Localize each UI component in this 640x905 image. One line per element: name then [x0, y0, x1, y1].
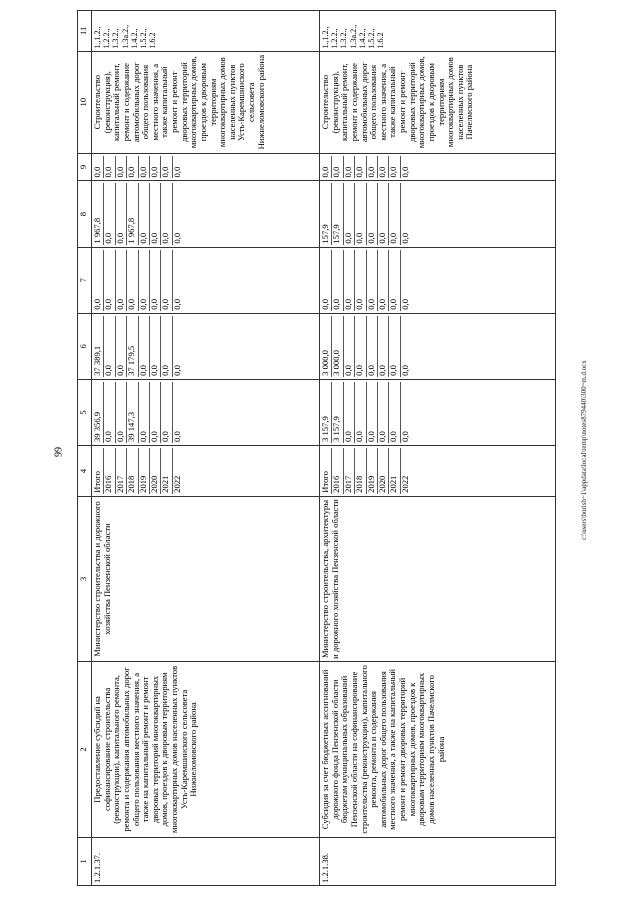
value-cell: 0,0	[150, 382, 161, 443]
value-cell: 0,0	[139, 382, 150, 443]
value-cell: 0,0	[150, 183, 161, 244]
col-header-10: 10	[78, 51, 92, 153]
value-cell: 0,0	[399, 431, 410, 442]
value-cell: 0,0	[150, 250, 161, 311]
other-funding-list	[92, 153, 320, 181]
value-cell: 37 179,5	[127, 316, 138, 377]
value-cell: 0,0	[161, 250, 172, 311]
years-list	[320, 445, 556, 496]
value-cell: 0,0	[116, 316, 127, 377]
local-funding-list	[92, 181, 320, 247]
year-cell: 2018	[355, 448, 366, 494]
indicator-numbers: 1.,1.2., 1.2.2., 1.3.2., 1.3а.2., 1.4.2., 1.5.2., 1.6.2	[92, 11, 320, 52]
value-cell: 0,0	[355, 183, 366, 244]
value-cell: 0,0	[321, 250, 332, 311]
col-header-3: 3	[78, 496, 92, 661]
value-cell: 0,0	[344, 156, 355, 179]
federal-funding-list	[92, 247, 320, 313]
value-cell: 3 157,9	[321, 382, 332, 443]
value-cell: 0,0	[367, 183, 378, 244]
other-funding-list	[320, 153, 556, 181]
value-cell: 3 000,0	[321, 316, 332, 377]
value-cell: 0,0	[399, 166, 410, 178]
value-cell: 0,0	[104, 183, 115, 244]
value-cell: 0,0	[344, 250, 355, 311]
year-cell: Итого	[93, 448, 104, 494]
executor: Министерство строительства, архитектуры и дорожного хозяйства Пензенской области	[320, 496, 556, 661]
value-cell: 0,0	[139, 183, 150, 244]
total-funding-list	[320, 379, 556, 445]
year-cell: 2019	[139, 448, 150, 494]
value-cell: 0,0	[104, 316, 115, 377]
value-cell: 0,0	[93, 250, 104, 311]
value-cell: 0,0	[399, 298, 410, 310]
value-cell: 1 967,8	[93, 183, 104, 244]
value-cell: 0,0	[367, 250, 378, 311]
indicator-numbers: 1.,1.2., 1.2.2., 1.3.2., 1.3а.2., 1.4.2., 1.5.2., 1.6.2	[320, 11, 556, 52]
value-cell: 0,0	[104, 250, 115, 311]
value-cell: 39 356,9	[93, 382, 104, 443]
value-cell: 0,0	[161, 382, 172, 443]
rotated-table-area	[77, 10, 561, 886]
value-cell: 0,0	[150, 156, 161, 179]
measure-description: Субсидия за счет бюджетных ассигнований дорожного фонда Пензенской области бюджетам муниципальных образований Пензенской области на софинансирование строительства (реконструкции), капитального ремонта, ремонта и содержания автомобильных дорог общего пользования местного значения, а также на капитальный ремонт и ремонт дворовых территорий многоквартирных домов, проездов к дворовым территориям многоквартирных домов населенных пунктов Пачелмского района	[320, 662, 556, 838]
value-cell: 0,0	[116, 156, 127, 179]
value-cell: 0,0	[104, 156, 115, 179]
program-table	[77, 10, 556, 886]
value-cell: 0,0	[139, 316, 150, 377]
col-header-7: 7	[78, 247, 92, 313]
total-funding-list	[92, 379, 320, 445]
value-cell: 0,0	[161, 156, 172, 179]
value-cell: 0,0	[367, 382, 378, 443]
year-cell: 2022	[171, 475, 182, 493]
value-cell: 0,0	[344, 382, 355, 443]
year-cell: 2022	[399, 475, 410, 493]
year-cell: 2020	[150, 448, 161, 494]
value-cell: 0,0	[171, 232, 182, 244]
value-cell: 0,0	[93, 156, 104, 179]
value-cell: 0,0	[171, 166, 182, 178]
value-cell: 0,0	[332, 250, 343, 311]
col-header-6: 6	[78, 313, 92, 379]
value-cell: 0,0	[355, 382, 366, 443]
value-cell: 0,0	[344, 316, 355, 377]
year-cell: 2016	[104, 448, 115, 494]
value-cell: 3 157,9	[332, 382, 343, 443]
year-cell: 2018	[127, 448, 138, 494]
table-row	[92, 11, 320, 886]
value-cell: 0,0	[367, 316, 378, 377]
value-cell: 0,0	[344, 183, 355, 244]
year-cell: 2020	[378, 448, 389, 494]
value-cell: 0,0	[355, 250, 366, 311]
value-cell: 0,0	[171, 431, 182, 442]
table-row	[320, 11, 556, 886]
year-cell: 2019	[367, 448, 378, 494]
page-number: 99	[53, 447, 65, 457]
value-cell: 0,0	[355, 156, 366, 179]
expected-result: Строительство (реконструкция), капитальный ремонт, ремонт и содержание автомобильных дорог общего пользования местного значения, а также капитальный ремонт и ремонт дворовых территорий многоквартирных домов, проездов к дворовым территориям многоквартирных домов населенных пунктов Усть-Каремшинского сельсовета Нижнеломовского района	[92, 51, 320, 153]
value-cell: 0,0	[171, 298, 182, 310]
value-cell: 0,0	[399, 365, 410, 376]
value-cell: 0,0	[389, 183, 400, 244]
year-cell: 2017	[116, 448, 127, 494]
value-cell: 0,0	[399, 232, 410, 244]
federal-funding-list	[320, 247, 556, 313]
value-cell: 0,0	[116, 382, 127, 443]
row-number: 1.2.1.38.	[320, 837, 556, 885]
value-cell: 0,0	[161, 183, 172, 244]
year-cell: 2021	[161, 448, 172, 494]
value-cell: 157,9	[321, 183, 332, 244]
column-number-row	[78, 11, 92, 886]
year-cell: 2016	[332, 448, 343, 494]
executor: Министерство строительства и дорожного хозяйства Пензенской области	[92, 496, 320, 661]
regional-funding-list	[320, 313, 556, 379]
value-cell: 0,0	[367, 156, 378, 179]
col-header-4: 4	[78, 445, 92, 496]
value-cell: 0,0	[378, 250, 389, 311]
value-cell: 0,0	[355, 316, 366, 377]
value-cell: 1 967,8	[127, 183, 138, 244]
value-cell: 0,0	[389, 250, 400, 311]
value-cell: 0,0	[378, 382, 389, 443]
value-cell: 3 000,0	[332, 316, 343, 377]
value-cell: 0,0	[150, 316, 161, 377]
value-cell: 0,0	[378, 316, 389, 377]
col-header-8: 8	[78, 181, 92, 247]
value-cell: 0,0	[171, 365, 182, 376]
value-cell: 0,0	[378, 183, 389, 244]
value-cell: 0,0	[127, 250, 138, 311]
year-cell: 2017	[344, 448, 355, 494]
value-cell: 0,0	[116, 183, 127, 244]
value-cell: 0,0	[378, 156, 389, 179]
col-header-1: 1	[78, 837, 92, 885]
value-cell: 157,9	[332, 183, 343, 244]
expected-result: Строительство (реконструкция), капитальный ремонт, ремонт и содержание автомобильных дорог общего пользования местного значения, а также капитальный ремонт и ремонт дворовых территорий многоквартирных домов, проездов к дворовым территориям многоквартирных домов населенных пунктов Пачелмского района	[320, 51, 556, 153]
regional-funding-list	[92, 313, 320, 379]
value-cell: 0,0	[116, 250, 127, 311]
value-cell: 0,0	[104, 382, 115, 443]
col-header-11: 11	[78, 11, 92, 52]
value-cell: 37 389,1	[93, 316, 104, 377]
row-number: 1.2.1.37.	[92, 837, 320, 885]
value-cell: 0,0	[139, 156, 150, 179]
col-header-9: 9	[78, 153, 92, 181]
years-list	[92, 445, 320, 496]
value-cell: 0,0	[127, 156, 138, 179]
col-header-5: 5	[78, 379, 92, 445]
year-cell: Итого	[321, 448, 332, 494]
local-funding-list	[320, 181, 556, 247]
value-cell: 39 147,3	[127, 382, 138, 443]
value-cell: 0,0	[389, 316, 400, 377]
col-header-2: 2	[78, 662, 92, 838]
value-cell: 0,0	[332, 156, 343, 179]
value-cell: 0,0	[389, 382, 400, 443]
value-cell: 0,0	[321, 156, 332, 179]
value-cell: 0,0	[139, 250, 150, 311]
value-cell: 0,0	[389, 156, 400, 179]
footer-file-path: c:\users\borisb~1\appdata\local\temp\notes879440\300~m.d.ocx	[580, 360, 588, 540]
year-cell: 2021	[389, 448, 400, 494]
measure-description: Предоставление субсидий на софинансирование строительства (реконструкции), капитального ремонта, ремонта и содержания автомобильных дорог общего пользования местного значения, а также на капитальный ремонт и ремонт дворовых территорий многоквартирных домов, проездов к дворовым территориям многоквартирных домов населенных пунктов Усть-Каремшинского сельсовета Нижнеломовского района	[92, 662, 320, 838]
value-cell: 0,0	[161, 316, 172, 377]
